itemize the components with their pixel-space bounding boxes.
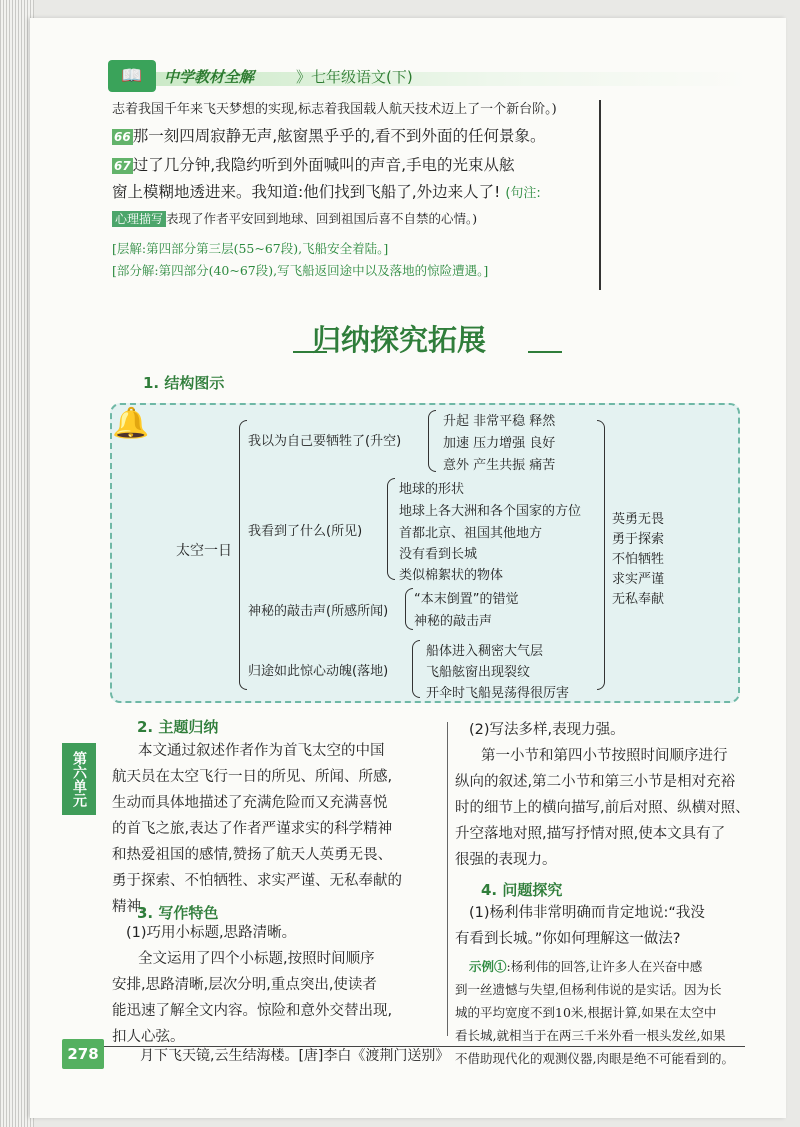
theme-line: 本文通过叙述作者作为首飞太空的中国 <box>138 743 385 759</box>
writing-line: (2)写法多样,表现力强。 <box>469 722 625 738</box>
quality-item: 无私奉献 <box>612 592 665 607</box>
unit-tab: 第六单元 <box>62 743 96 815</box>
writing-line: 安排,思路清晰,层次分明,重点突出,使读者 <box>112 977 377 993</box>
theme-line: 航天员在太空飞行一日的所见、所闻、所感, <box>112 769 393 785</box>
landing-item: 飞船舷窗出现裂纹 <box>426 665 531 680</box>
brace-landing <box>412 640 420 698</box>
theme-line: 勇于探索、不怕牺牲、求实严谨、无私奉献的 <box>112 873 402 889</box>
launch-item: 加速 压力增强 良好 <box>443 436 556 451</box>
paragraph-67 <box>112 153 515 178</box>
brace-heard <box>405 588 413 630</box>
title-rule-right <box>528 351 562 353</box>
example-line: 到一丝遗憾与失望,但杨利伟说的是实话。因为长 <box>455 982 722 997</box>
theme-line: 精神。 <box>112 899 156 915</box>
writing-line: 能迅速了解全文内容。惊险和意外交替出现, <box>112 1003 393 1019</box>
annotation-line: 志着我国千年来飞天梦想的实现,标志着我国载人航天技术迈上了一个新台阶。) <box>112 102 557 117</box>
running-header <box>108 60 748 94</box>
question-body <box>455 900 705 952</box>
question-line: 有看到长城。”你如何理解这一做法? <box>455 931 681 947</box>
landing-item: 船体进入稠密大气层 <box>426 644 544 659</box>
example-line: :杨利伟的回答,让许多人在兴奋中感 <box>506 959 703 974</box>
writing-heading: 3. 写作特色 <box>137 904 219 922</box>
section-title: 归纳探究拓展 <box>312 323 487 357</box>
column-divider <box>447 722 448 1036</box>
theme-body <box>112 738 402 920</box>
seen-item: 没有看到长城 <box>399 547 478 562</box>
bell-decoration-icon: 🔔 <box>112 406 150 441</box>
book-logo-icon: 📖 <box>108 60 156 92</box>
writing-line: 很强的表现力。 <box>455 852 557 868</box>
landing-item: 开伞时飞船晃荡得很厉害 <box>426 686 570 701</box>
brace-seen <box>387 478 395 580</box>
quality-item: 不怕牺牲 <box>612 552 665 567</box>
example-line: 城的平均宽度不到10米,根据计算,如果在太空中 <box>455 1005 717 1020</box>
brace-launch <box>428 410 436 472</box>
quality-item: 勇于探索 <box>612 532 665 547</box>
seen-item: 首都北京、祖国其他地方 <box>399 526 543 541</box>
writing-line: (1)巧用小标题,思路清晰。 <box>126 925 297 941</box>
sentence-note <box>112 206 477 231</box>
seen-item: 地球的形状 <box>399 482 465 497</box>
paragraph-66 <box>112 124 546 149</box>
qualities-brace <box>597 420 605 690</box>
seen-item: 地球上各大洲和各个国家的方位 <box>399 504 582 519</box>
writing-body <box>112 920 392 1050</box>
example-answer <box>455 955 734 1070</box>
writing-line: 全文运用了四个小标题,按照时间顺序 <box>138 951 375 967</box>
example-line: 看长城,就相当于在两三千米外看一根头发丝,如果 <box>455 1028 726 1043</box>
book-title: 中学教材全解 <box>164 68 255 86</box>
part-analysis: [部分解:第四部分(40~67段),写飞船返回途中以及落地的惊险遭遇。] <box>112 263 489 278</box>
note-tag: 心理描写 <box>112 211 166 227</box>
question-heading: 4. 问题探究 <box>481 881 563 899</box>
seen-item: 类似棉絮状的物体 <box>399 568 504 583</box>
heard-item: “本末倒置”的错觉 <box>414 592 519 607</box>
note-text: 表现了作者平安回到地球、回到祖国后喜不自禁的心情。) <box>166 211 478 226</box>
paragraph-number: 66 <box>114 130 131 144</box>
writing-line: 纵向的叙述,第二小节和第三小节是相对充裕 <box>455 774 736 790</box>
footer-quote: 月下飞天镜,云生结海楼。[唐]李白《渡荆门送别》 <box>140 1048 450 1064</box>
writing-line: 时的细节上的横向描写,前后对照、纵横对照、 <box>455 800 750 816</box>
paragraph-67-cont <box>112 180 541 206</box>
theme-line: 和热爱祖国的感情,赞扬了航天人英勇无畏、 <box>112 847 393 863</box>
diagram-root: 太空一日 <box>176 543 232 559</box>
heard-item: 神秘的敲击声 <box>414 614 493 629</box>
writing-line: 扣人心弦。 <box>112 1029 185 1045</box>
paragraph-text: 过了几分钟,我隐约听到外面喊叫的声音,手电的光束从舷 <box>132 156 515 174</box>
branch-seen: 我看到了什么(所见) <box>248 524 363 539</box>
page-stack-edge <box>0 0 34 1127</box>
structure-heading: 1. 结构图示 <box>143 374 225 392</box>
theme-line: 的首飞之旅,表达了作者严谨求实的科学精神 <box>112 821 393 837</box>
example-label: 示例① <box>469 959 507 974</box>
writing-body-cont <box>455 717 750 873</box>
page-number: 278 <box>62 1039 104 1069</box>
branch-launch: 我以为自己要牺牲了(升空) <box>248 434 402 449</box>
theme-heading: 2. 主题归纳 <box>137 718 219 736</box>
example-line: 不借助现代化的观测仪器,肉眼是绝不可能看到的。 <box>455 1051 734 1066</box>
branch-heard: 神秘的敲击声(所感所闻) <box>248 604 389 619</box>
launch-item: 意外 产生共振 痛苦 <box>443 458 556 473</box>
root-brace <box>239 420 247 690</box>
theme-line: 生动而具体地描述了充满危险而又充满喜悦 <box>112 795 388 811</box>
writing-line: 升空落地对照,描写抒情对照,使本文具有了 <box>455 826 726 842</box>
sentence-note-label: (句注: <box>505 186 541 201</box>
branch-landing: 归途如此惊心动魄(落地) <box>248 664 389 679</box>
launch-item: 升起 非常平稳 释然 <box>443 414 556 429</box>
layer-analysis: [层解:第四部分第三层(55~67段),飞船安全着陆。] <box>112 241 389 256</box>
paragraph-number: 67 <box>114 159 131 173</box>
column-rule <box>599 100 601 290</box>
paragraph-text: 那一刻四周寂静无声,舷窗黑乎乎的,看不到外面的任何景象。 <box>132 127 546 145</box>
paragraph-text: 窗上模糊地透进来。我知道:他们找到飞船了,外边来人了! <box>112 183 501 201</box>
subject-title: 》七年级语文(下) <box>296 68 413 86</box>
quality-item: 求实严谨 <box>612 572 665 587</box>
quality-item: 英勇无畏 <box>612 512 665 527</box>
writing-line: 第一小节和第四小节按照时间顺序进行 <box>481 748 728 764</box>
question-line: (1)杨利伟非常明确而肯定地说:“我没 <box>469 905 705 921</box>
